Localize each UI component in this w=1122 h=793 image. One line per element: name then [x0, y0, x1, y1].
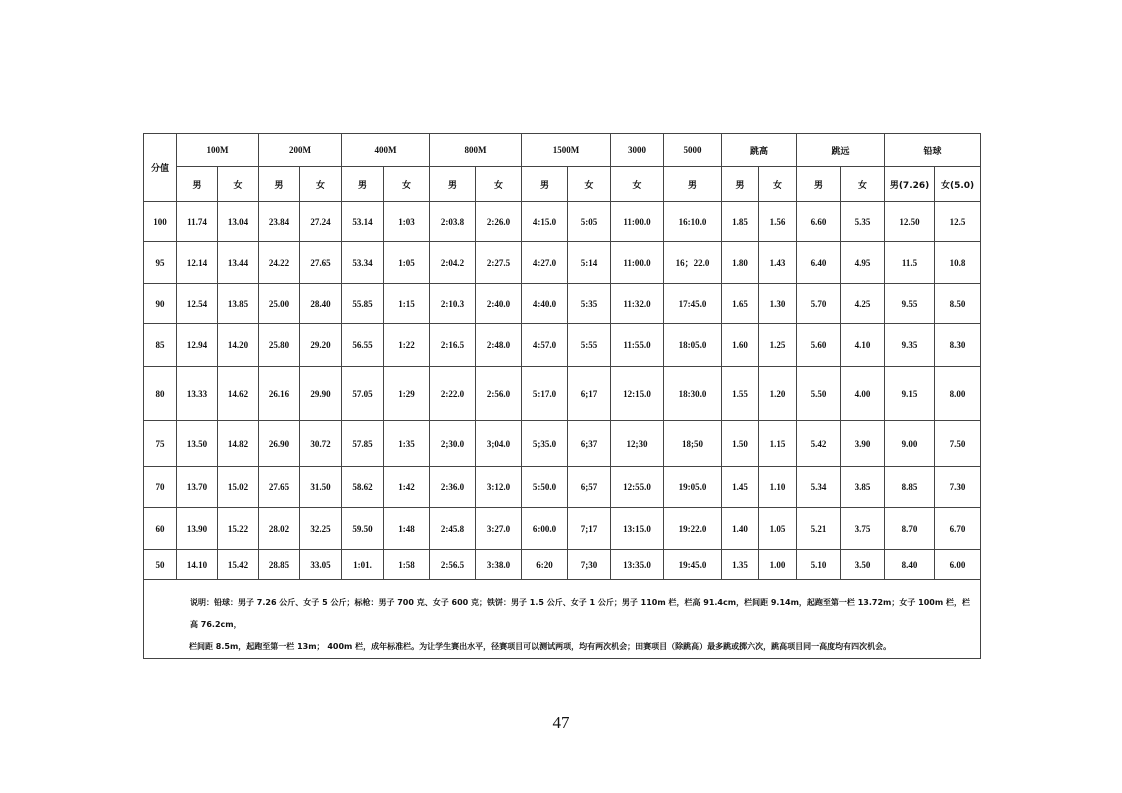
value-cell: 1.30: [759, 284, 797, 324]
value-cell: 13.44: [218, 242, 259, 284]
value-cell: 28.40: [300, 284, 342, 324]
event-header-1500m: 1500M: [522, 134, 611, 167]
value-cell: 7.50: [935, 421, 981, 467]
gender-header: 女: [384, 167, 430, 202]
value-cell: 11:00.0: [611, 202, 664, 242]
value-cell: 16；22.0: [664, 242, 722, 284]
value-cell: 25.80: [259, 324, 300, 367]
value-cell: 7;17: [568, 508, 611, 550]
event-header-shot-put: 铅球: [885, 134, 981, 167]
value-cell: 15.42: [218, 550, 259, 580]
value-cell: 4:57.0: [522, 324, 568, 367]
value-cell: 14.62: [218, 367, 259, 421]
value-cell: 19:22.0: [664, 508, 722, 550]
value-cell: 2:45.8: [430, 508, 476, 550]
event-header-800m: 800M: [430, 134, 522, 167]
page-number: 47: [552, 713, 570, 732]
table-row: [144, 202, 981, 242]
value-cell: 26.16: [259, 367, 300, 421]
value-cell: 3.85: [841, 467, 885, 508]
value-cell: 2:48.0: [476, 324, 522, 367]
value-cell: 1.15: [759, 421, 797, 467]
value-cell: 9.55: [885, 284, 935, 324]
value-cell: 11:32.0: [611, 284, 664, 324]
event-header-3000: 3000: [611, 134, 664, 167]
value-cell: 4:27.0: [522, 242, 568, 284]
value-cell: 5:50.0: [522, 467, 568, 508]
value-cell: 2:10.3: [430, 284, 476, 324]
value-cell: 4.00: [841, 367, 885, 421]
value-cell: 6:20: [522, 550, 568, 580]
value-cell: 1:01.: [342, 550, 384, 580]
value-cell: 1:29: [384, 367, 430, 421]
value-cell: 14.20: [218, 324, 259, 367]
value-cell: 1:15: [384, 284, 430, 324]
score-cell: 90: [144, 284, 177, 324]
value-cell: 13.04: [218, 202, 259, 242]
value-cell: 27.24: [300, 202, 342, 242]
value-cell: 8.50: [935, 284, 981, 324]
value-cell: 3.75: [841, 508, 885, 550]
gender-header: 女: [300, 167, 342, 202]
value-cell: 1:22: [384, 324, 430, 367]
gender-header-row: [144, 167, 981, 202]
value-cell: 3;04.0: [476, 421, 522, 467]
table-row: [144, 367, 981, 421]
value-cell: 1:05: [384, 242, 430, 284]
note-row: [144, 580, 981, 659]
value-cell: 4:40.0: [522, 284, 568, 324]
score-cell: 70: [144, 467, 177, 508]
value-cell: 23.84: [259, 202, 300, 242]
value-cell: 13.70: [177, 467, 218, 508]
value-cell: 30.72: [300, 421, 342, 467]
value-cell: 1.56: [759, 202, 797, 242]
value-cell: 1.45: [722, 467, 759, 508]
value-cell: 7.30: [935, 467, 981, 508]
value-cell: 15.02: [218, 467, 259, 508]
gender-header: 男: [342, 167, 384, 202]
value-cell: 55.85: [342, 284, 384, 324]
value-cell: 4.95: [841, 242, 885, 284]
score-cell: 100: [144, 202, 177, 242]
score-table-body: [144, 202, 981, 580]
value-cell: 26.90: [259, 421, 300, 467]
note-line-2: 栏间距 8.5m，起跑至第一栏 13m； 400m 栏，成年标准栏。为让学生赛出水平，径赛项目可以测试两项，均有两次机会；田赛项目（除跳高）最多跳或掷六次，跳高项目同一高度均有四次机会。: [189, 642, 892, 651]
value-cell: 9.00: [885, 421, 935, 467]
value-cell: 28.85: [259, 550, 300, 580]
gender-header: 男: [664, 167, 722, 202]
gender-header: 男: [522, 167, 568, 202]
value-cell: 13.50: [177, 421, 218, 467]
value-cell: 6.40: [797, 242, 841, 284]
value-cell: 1:42: [384, 467, 430, 508]
value-cell: 57.85: [342, 421, 384, 467]
value-cell: 1.00: [759, 550, 797, 580]
table-row: [144, 242, 981, 284]
value-cell: 2:40.0: [476, 284, 522, 324]
note-line-1: 说明：铅球：男子 7.26 公斤、女子 5 公斤；标枪：男子 700 克、女子 600 克；铁饼：男子 1.5 公斤、女子 1 公斤；男子 110m 栏，栏高 91.4cm，栏间距 9.14m，起跑至第一栏 13.72m；女子 100m 栏，栏高 76.2cm，: [190, 598, 970, 629]
value-cell: 4.25: [841, 284, 885, 324]
value-cell: 3.50: [841, 550, 885, 580]
score-cell: 95: [144, 242, 177, 284]
value-cell: 5.21: [797, 508, 841, 550]
value-cell: 14.10: [177, 550, 218, 580]
value-cell: 5.60: [797, 324, 841, 367]
value-cell: 56.55: [342, 324, 384, 367]
value-cell: 1:48: [384, 508, 430, 550]
event-header-long-jump: 跳远: [797, 134, 885, 167]
value-cell: 8.30: [935, 324, 981, 367]
value-cell: 1.55: [722, 367, 759, 421]
table-row: [144, 284, 981, 324]
value-cell: 31.50: [300, 467, 342, 508]
value-cell: 1:58: [384, 550, 430, 580]
value-cell: 29.20: [300, 324, 342, 367]
table-row: [144, 467, 981, 508]
table-row: [144, 421, 981, 467]
event-header-100m: 100M: [177, 134, 259, 167]
note-cell: [144, 580, 981, 659]
value-cell: 17:45.0: [664, 284, 722, 324]
value-cell: 2:22.0: [430, 367, 476, 421]
value-cell: 12.14: [177, 242, 218, 284]
value-cell: 2:16.5: [430, 324, 476, 367]
value-cell: 53.14: [342, 202, 384, 242]
gender-header: 男: [722, 167, 759, 202]
value-cell: 27.65: [300, 242, 342, 284]
value-cell: 11:55.0: [611, 324, 664, 367]
score-cell: 80: [144, 367, 177, 421]
table-row: [144, 508, 981, 550]
value-cell: 1.05: [759, 508, 797, 550]
value-cell: 1:35: [384, 421, 430, 467]
value-cell: 12:15.0: [611, 367, 664, 421]
value-cell: 15.22: [218, 508, 259, 550]
value-cell: 19:45.0: [664, 550, 722, 580]
value-cell: 18:30.0: [664, 367, 722, 421]
value-cell: 3:12.0: [476, 467, 522, 508]
event-header-row: [144, 134, 981, 167]
gender-header: 女: [841, 167, 885, 202]
value-cell: 5.34: [797, 467, 841, 508]
value-cell: 13:35.0: [611, 550, 664, 580]
value-cell: 32.25: [300, 508, 342, 550]
value-cell: 1.40: [722, 508, 759, 550]
value-cell: 5:35: [568, 284, 611, 324]
value-cell: 8.40: [885, 550, 935, 580]
value-cell: 10.8: [935, 242, 981, 284]
value-cell: 5.50: [797, 367, 841, 421]
value-cell: 2:56.0: [476, 367, 522, 421]
value-cell: 1.35: [722, 550, 759, 580]
value-cell: 12.94: [177, 324, 218, 367]
value-cell: 6;57: [568, 467, 611, 508]
value-cell: 58.62: [342, 467, 384, 508]
value-cell: 18:05.0: [664, 324, 722, 367]
value-cell: 12.54: [177, 284, 218, 324]
score-header: 分值: [144, 134, 177, 202]
value-cell: 53.34: [342, 242, 384, 284]
value-cell: 2:36.0: [430, 467, 476, 508]
value-cell: 29.90: [300, 367, 342, 421]
gender-header: 女(5.0): [935, 167, 981, 202]
value-cell: 1:03: [384, 202, 430, 242]
value-cell: 1.50: [722, 421, 759, 467]
value-cell: 16:10.0: [664, 202, 722, 242]
value-cell: 24.22: [259, 242, 300, 284]
value-cell: 9.35: [885, 324, 935, 367]
value-cell: 18;50: [664, 421, 722, 467]
event-header-5000: 5000: [664, 134, 722, 167]
value-cell: 1.25: [759, 324, 797, 367]
value-cell: 2;30.0: [430, 421, 476, 467]
value-cell: 1.10: [759, 467, 797, 508]
gender-header: 男: [259, 167, 300, 202]
gender-header: 男: [177, 167, 218, 202]
gender-header: 男(7.26): [885, 167, 935, 202]
value-cell: 3:27.0: [476, 508, 522, 550]
value-cell: 11.5: [885, 242, 935, 284]
value-cell: 6.60: [797, 202, 841, 242]
value-cell: 1.43: [759, 242, 797, 284]
value-cell: 1.60: [722, 324, 759, 367]
value-cell: 6;17: [568, 367, 611, 421]
event-header-high-jump: 跳高: [722, 134, 797, 167]
value-cell: 3.90: [841, 421, 885, 467]
value-cell: 5.10: [797, 550, 841, 580]
value-cell: 19:05.0: [664, 467, 722, 508]
value-cell: 57.05: [342, 367, 384, 421]
table-row: [144, 324, 981, 367]
value-cell: 5:55: [568, 324, 611, 367]
value-cell: 27.65: [259, 467, 300, 508]
value-cell: 28.02: [259, 508, 300, 550]
value-cell: 13.85: [218, 284, 259, 324]
value-cell: 5:05: [568, 202, 611, 242]
value-cell: 1.20: [759, 367, 797, 421]
value-cell: 5.35: [841, 202, 885, 242]
score-cell: 85: [144, 324, 177, 367]
value-cell: 2:03.8: [430, 202, 476, 242]
event-header-200m: 200M: [259, 134, 342, 167]
value-cell: 6.00: [935, 550, 981, 580]
gender-header: 男: [797, 167, 841, 202]
value-cell: 12.50: [885, 202, 935, 242]
score-cell: 50: [144, 550, 177, 580]
value-cell: 6:00.0: [522, 508, 568, 550]
value-cell: 8.00: [935, 367, 981, 421]
value-cell: 5;35.0: [522, 421, 568, 467]
value-cell: 11:00.0: [611, 242, 664, 284]
value-cell: 3:38.0: [476, 550, 522, 580]
value-cell: 14.82: [218, 421, 259, 467]
value-cell: 2:04.2: [430, 242, 476, 284]
gender-header: 女: [476, 167, 522, 202]
value-cell: 2:27.5: [476, 242, 522, 284]
value-cell: 1.65: [722, 284, 759, 324]
value-cell: 4.10: [841, 324, 885, 367]
score-cell: 60: [144, 508, 177, 550]
table-row: [144, 550, 981, 580]
gender-header: 女: [218, 167, 259, 202]
value-cell: 1.85: [722, 202, 759, 242]
value-cell: 2:56.5: [430, 550, 476, 580]
value-cell: 8.70: [885, 508, 935, 550]
score-table: [143, 133, 981, 659]
value-cell: 2:26.0: [476, 202, 522, 242]
value-cell: 13.90: [177, 508, 218, 550]
score-cell: 75: [144, 421, 177, 467]
gender-header: 女: [611, 167, 664, 202]
gender-header: 女: [568, 167, 611, 202]
value-cell: 7;30: [568, 550, 611, 580]
gender-header: 女: [759, 167, 797, 202]
value-cell: 33.05: [300, 550, 342, 580]
value-cell: 8.85: [885, 467, 935, 508]
value-cell: 12:55.0: [611, 467, 664, 508]
value-cell: 12;30: [611, 421, 664, 467]
value-cell: 5.42: [797, 421, 841, 467]
value-cell: 9.15: [885, 367, 935, 421]
event-header-400m: 400M: [342, 134, 430, 167]
value-cell: 5:17.0: [522, 367, 568, 421]
value-cell: 59.50: [342, 508, 384, 550]
value-cell: 6.70: [935, 508, 981, 550]
value-cell: 1.80: [722, 242, 759, 284]
value-cell: 5:14: [568, 242, 611, 284]
value-cell: 4:15.0: [522, 202, 568, 242]
value-cell: 25.00: [259, 284, 300, 324]
gender-header: 男: [430, 167, 476, 202]
value-cell: 13:15.0: [611, 508, 664, 550]
value-cell: 13.33: [177, 367, 218, 421]
value-cell: 12.5: [935, 202, 981, 242]
value-cell: 6;37: [568, 421, 611, 467]
value-cell: 11.74: [177, 202, 218, 242]
value-cell: 5.70: [797, 284, 841, 324]
